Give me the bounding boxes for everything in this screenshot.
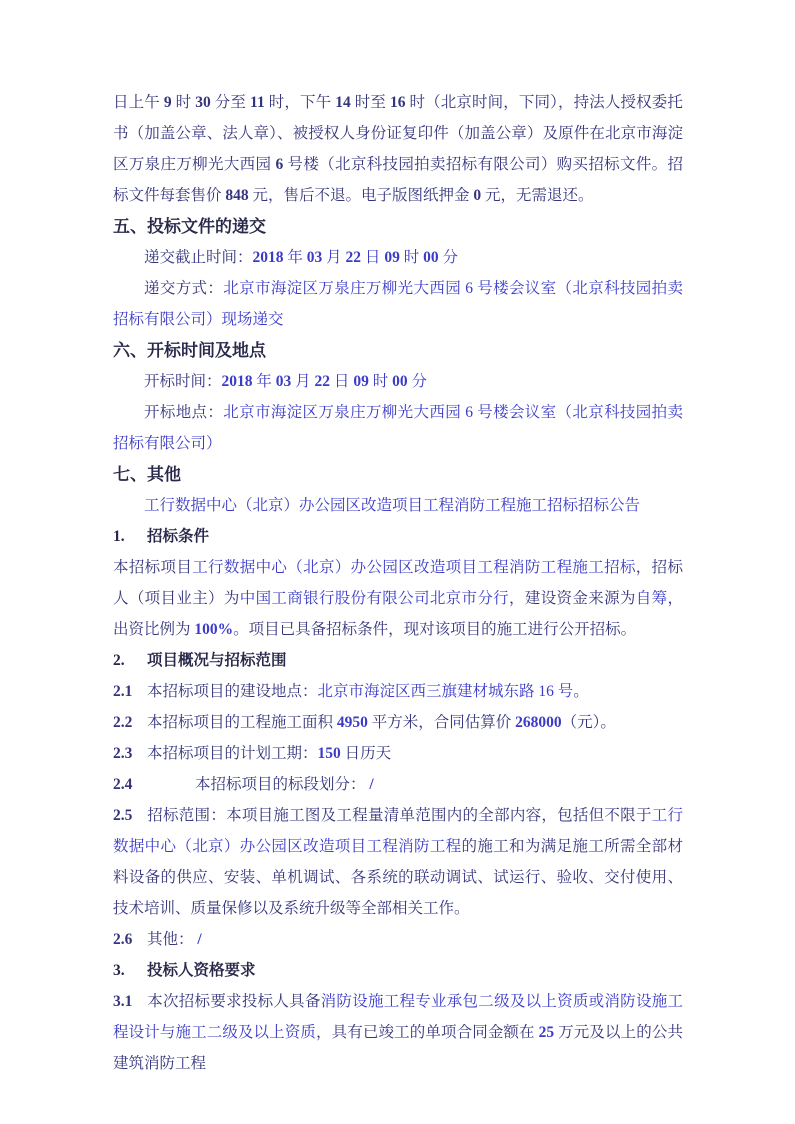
- text-segment: 时至: [350, 94, 390, 111]
- text-segment: 万元及以上的公共建筑消防工程: [113, 1024, 683, 1072]
- text-segment: 开标时间：: [144, 373, 222, 390]
- section-heading-6: [113, 335, 683, 366]
- text-segment: 2.: [113, 652, 125, 669]
- text-segment: 工行数据中心（北京）办公园区改造项目工程消防工程施工招标招标公告: [144, 497, 641, 514]
- text-segment: 2.1: [113, 683, 133, 700]
- text-segment: 自筹: [635, 590, 668, 607]
- text-segment: 2.4: [113, 776, 133, 793]
- text-segment: 0: [473, 187, 482, 204]
- item-2-heading: [113, 645, 683, 676]
- text-segment: 月: [322, 249, 346, 266]
- text-segment: 招标条件: [147, 528, 210, 545]
- text-segment: 09: [384, 249, 400, 266]
- bid-opening-time-line: [113, 366, 683, 397]
- text-segment: 工行数据中心（北京）办公园区改造项目工程消防工程: [113, 807, 683, 855]
- text-segment: 09: [353, 373, 369, 390]
- text-segment: 14: [335, 94, 351, 111]
- section-heading-5: [113, 211, 683, 242]
- text-segment: 五、投标文件的递交: [113, 217, 266, 236]
- text-segment: 22: [314, 373, 331, 390]
- submission-method-line: [113, 273, 683, 335]
- text-segment: 日: [361, 249, 385, 266]
- text-segment: （元）。: [561, 714, 616, 731]
- text-segment: ，招标人（项目业主）为: [113, 559, 683, 607]
- text-segment: 848: [225, 187, 249, 204]
- section-heading-7: [113, 459, 683, 490]
- text-segment: 2.2: [113, 714, 133, 731]
- text-segment: 元，售后不退。电子版图纸押金: [248, 187, 474, 204]
- text-segment: 本次招标要求投标人具备: [147, 993, 321, 1010]
- text-segment: 递交截止时间：: [144, 249, 253, 266]
- text-segment: 本招标项目的工程施工面积: [147, 714, 337, 731]
- text-segment: 开标地点：: [144, 404, 224, 421]
- text-segment: 消防设施工程专业承包二级及以上资质或消防设施工程设计与施工二级及以上资质: [113, 993, 683, 1041]
- text-segment: 日上午: [113, 94, 164, 111]
- text-segment: 时: [171, 94, 196, 111]
- text-segment: 150: [317, 745, 341, 762]
- text-segment: 年: [252, 373, 276, 390]
- announcement-title-line: [113, 490, 683, 521]
- text-segment: 22: [345, 249, 362, 266]
- text-segment: 时: [399, 249, 424, 266]
- text-segment: 03: [306, 249, 323, 266]
- text-segment: 分至: [210, 94, 251, 111]
- text-segment: 六、开标时间及地点: [113, 341, 266, 360]
- text-segment: 北京市海淀区西三旗建材城东路 16 号: [317, 683, 574, 700]
- text-segment: 北京市海淀区万泉庄万柳光大西园 6 号楼会议室（北京科技园拍卖招标有限公司）: [113, 404, 683, 452]
- text-segment: 3.: [113, 962, 125, 979]
- text-segment: 03: [275, 373, 292, 390]
- text-segment: 时（北京时间，下同），持法人授权委托书（加盖公章、法人章）、被授权人身份证复印件（加盖公章）及原件在北京市海淀区万泉庄万柳光大西园: [113, 94, 683, 173]
- text-segment: 本招标项目的计划工期：: [147, 745, 318, 762]
- submission-deadline-line: [113, 242, 683, 273]
- text-segment: 时: [368, 373, 393, 390]
- text-segment: 30: [195, 94, 211, 111]
- text-segment: 月: [291, 373, 315, 390]
- text-segment: 元，无需退还。: [481, 187, 594, 204]
- item-2-4-line: [113, 769, 683, 800]
- text-segment: 2.6: [113, 931, 133, 948]
- text-segment: 。项目已具备招标条件，现对该项目的施工进行公开招标。: [233, 621, 637, 638]
- text-segment: 16: [390, 94, 406, 111]
- text-segment: 6: [275, 156, 284, 173]
- item-2-5-paragraph: [113, 800, 683, 924]
- intro-paragraph: [113, 87, 683, 211]
- text-segment: 9: [163, 94, 172, 111]
- text-segment: 268000: [515, 714, 562, 731]
- text-segment: 00: [423, 249, 439, 266]
- text-segment: /: [369, 776, 374, 793]
- text-segment: 00: [392, 373, 408, 390]
- item-3-1-paragraph: [113, 986, 683, 1079]
- text-segment: 号楼（北京科技园拍卖招标有限公司）购买招标文件。招标文件每套售价: [113, 156, 683, 204]
- text-segment: 七、其他: [113, 465, 181, 484]
- text-segment: 投标人资格要求: [147, 962, 256, 979]
- text-segment: 25: [538, 1024, 555, 1041]
- text-segment: 年: [283, 249, 307, 266]
- text-segment: 。: [573, 683, 589, 700]
- text-segment: 2018: [252, 249, 284, 266]
- text-segment: 4950: [336, 714, 368, 731]
- text-segment: 分: [438, 249, 458, 266]
- text-segment: 北京市海淀区万泉庄万柳光大西园 6 号楼会议室（北京科技园拍卖招标有限公司）现场递交: [113, 280, 683, 328]
- text-segment: 3.1: [113, 993, 133, 1010]
- text-segment: 其他：: [147, 931, 198, 948]
- item-2-2-line: [113, 707, 683, 738]
- text-segment: 平方米，合同估算价: [367, 714, 516, 731]
- text-segment: 日: [330, 373, 354, 390]
- text-segment: 本招标项目: [113, 559, 193, 576]
- text-segment: 2.5: [113, 807, 133, 824]
- text-segment: 项目概况与招标范围: [147, 652, 287, 669]
- text-segment: 的施工和为满足施工所需全部材料设备的供应、安装、单机调试、各系统的联动调试、试运行、验收、交付使用、技术培训、质量保修以及系统升级等全部相关工作。: [113, 838, 683, 917]
- text-segment: 2018: [221, 373, 253, 390]
- text-segment: ，出资比例为: [113, 590, 683, 638]
- item-2-1-line: [113, 676, 683, 707]
- text-segment: 100%: [194, 621, 234, 638]
- text-segment: 11: [250, 94, 265, 111]
- text-segment: 日历天: [340, 745, 392, 762]
- text-segment: 本招标项目的建设地点：: [147, 683, 318, 700]
- text-segment: 中国工商银行股份有限公司北京市分行: [239, 590, 510, 607]
- text-segment: ，具有已竣工的单项合同金额在: [316, 1024, 539, 1041]
- text-segment: 1.: [113, 528, 125, 545]
- text-segment: 2.3: [113, 745, 133, 762]
- item-3-heading: [113, 955, 683, 986]
- text-segment: 时，下午: [264, 94, 336, 111]
- text-segment: 工行数据中心（北京）办公园区改造项目工程消防工程施工招标: [192, 559, 636, 576]
- item-2-3-line: [113, 738, 683, 769]
- text-segment: 分: [407, 373, 427, 390]
- document-body: [113, 87, 683, 1079]
- text-segment: ，建设资金来源为: [509, 590, 636, 607]
- bid-opening-place-line: [113, 397, 683, 459]
- item-1-heading: [113, 521, 683, 552]
- text-segment: 招标范围：本项目施工图及工程量清单范围内的全部内容，包括但不限于: [147, 807, 652, 824]
- text-segment: 本招标项目的标段划分：: [195, 776, 370, 793]
- text-segment: /: [197, 931, 202, 948]
- text-segment: 递交方式：: [144, 280, 224, 297]
- item-1-paragraph: [113, 552, 683, 645]
- item-2-6-line: [113, 924, 683, 955]
